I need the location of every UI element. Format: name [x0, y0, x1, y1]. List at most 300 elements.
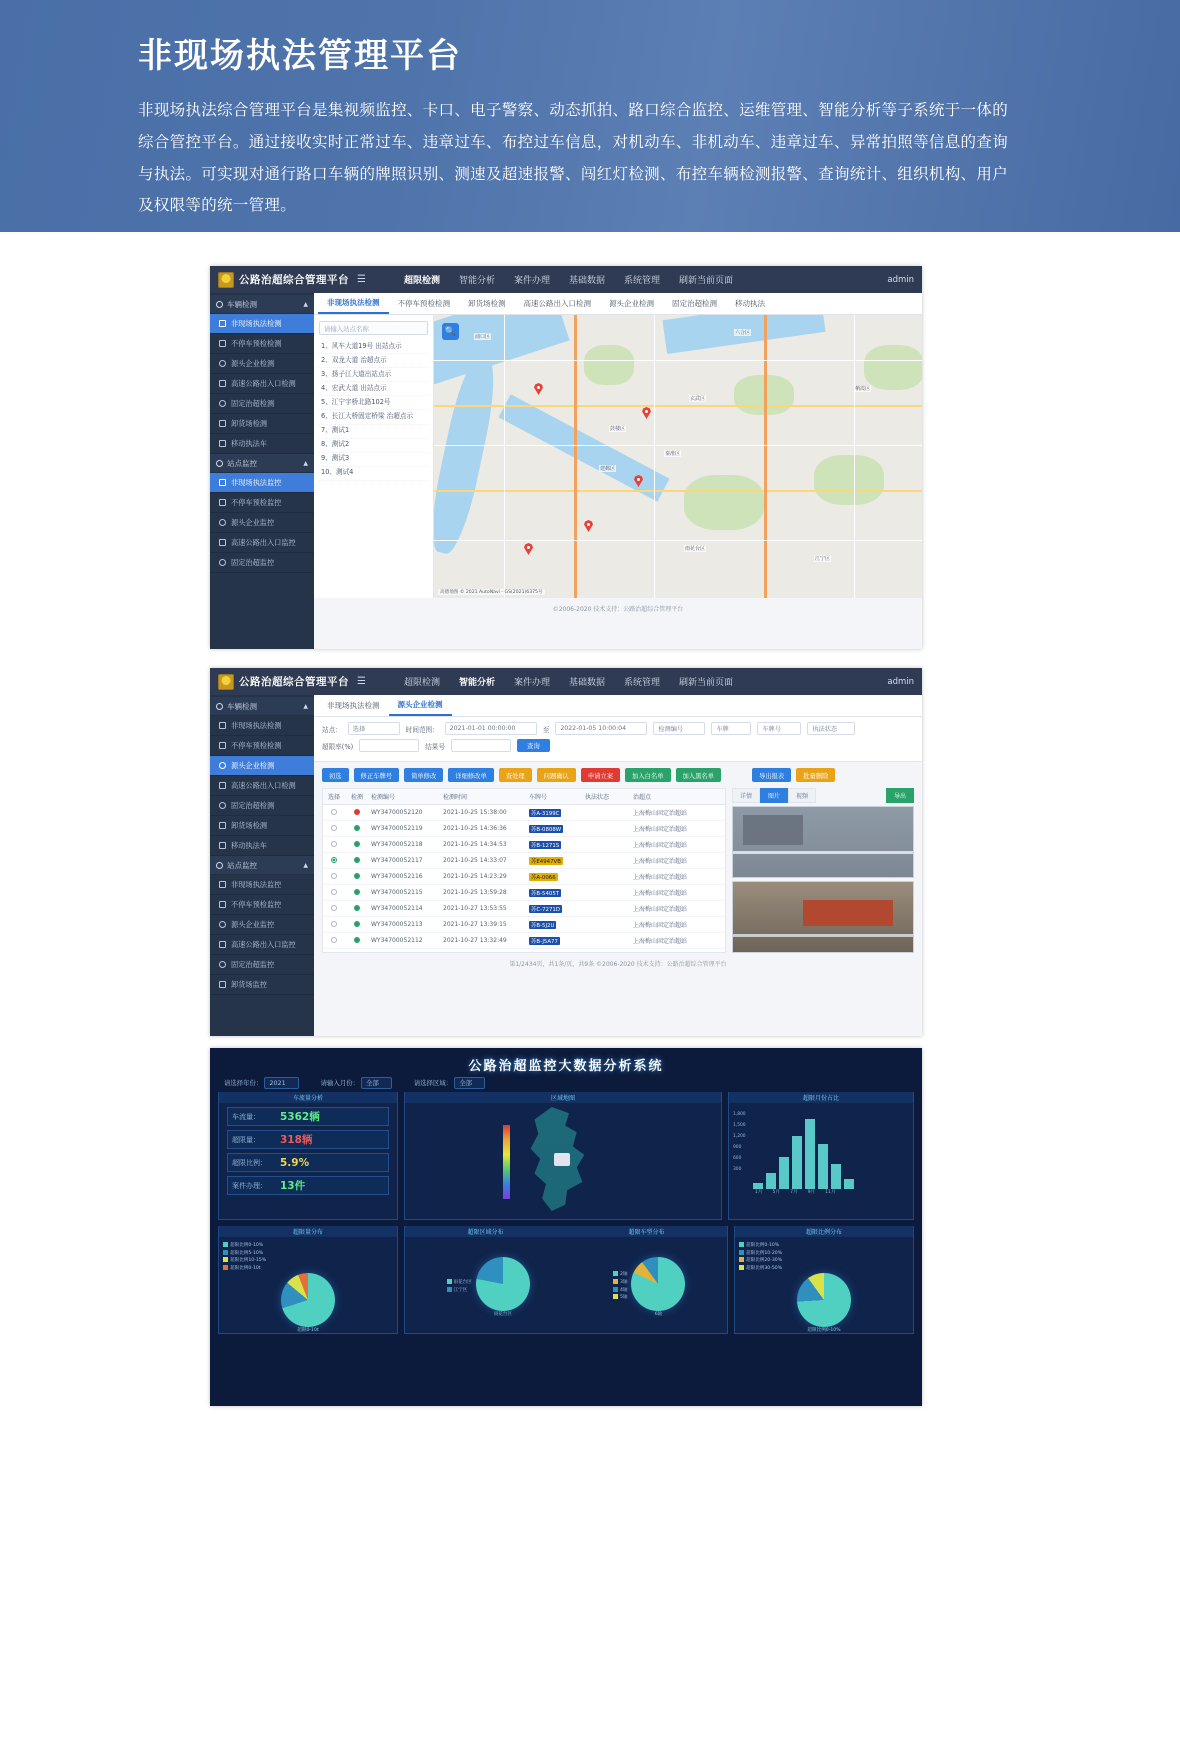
- result-label: 结果号: [425, 742, 445, 751]
- kpi-label: 车流量：: [232, 1112, 260, 1121]
- tab-highway-entrance[interactable]: 高速公路出入口检测: [523, 299, 591, 308]
- vehicle-icon: [216, 301, 223, 308]
- status-dot: [354, 873, 360, 879]
- app-brand: 公路治超综合管理平台: [239, 274, 349, 286]
- screenshot-detection-list-module: [210, 668, 922, 1036]
- sidebar-item-label: 高速公路出入口监控: [231, 939, 296, 949]
- top-menu-item-4[interactable]: 系统管理: [624, 678, 661, 688]
- column-header-select: 选择: [327, 794, 340, 801]
- cell-plate: 苏B-0808W: [531, 826, 562, 833]
- sidebar-item-unload-monitor[interactable]: [210, 975, 314, 995]
- sidebar-item-label: 固定治超监控: [231, 959, 275, 969]
- tab-nonsite-detect[interactable]: 非现场执法检测: [327, 701, 380, 710]
- list-item[interactable]: 5、江宁宇桥北路102号: [319, 396, 428, 410]
- car-input[interactable]: 车牌: [711, 722, 751, 735]
- kpi-row-flow: [227, 1107, 389, 1126]
- page-title: 非现场执法管理平台: [138, 36, 462, 76]
- pie2-legend: [447, 1279, 472, 1294]
- legend-item: 超限比例10-20%: [746, 1250, 783, 1256]
- cell-status: [583, 858, 631, 864]
- action-button-3[interactable]: 详细修改单: [448, 768, 493, 782]
- legend-item: 超限比例5-10%: [230, 1250, 264, 1256]
- cell-status: [583, 890, 631, 896]
- cell-no: WY34700052114: [371, 905, 423, 912]
- cell-status: [583, 842, 631, 848]
- legend-item: 超限比例10-15%: [230, 1258, 267, 1264]
- cell-site: 上海梅山固定治超站: [633, 906, 688, 913]
- cell-time: 2021-10-25 14:23:29: [443, 873, 507, 880]
- sidebar-item-unload-yard[interactable]: [210, 414, 314, 434]
- action-button-5[interactable]: 问题确认: [537, 768, 576, 782]
- sidebar-item-mobile-unit[interactable]: [210, 836, 314, 856]
- sidebar-item-highway-monitor[interactable]: [210, 935, 314, 955]
- row-radio[interactable]: [331, 809, 337, 815]
- sidebar-group-label: 车辆检测: [227, 299, 257, 309]
- x-tick: 9月: [807, 1190, 816, 1195]
- cell-no: WY34700052119: [371, 825, 423, 832]
- warehouse-icon: [219, 981, 226, 988]
- action-button-6[interactable]: 申请立案: [581, 768, 620, 782]
- query-button[interactable]: 查询: [517, 739, 550, 752]
- footer-note: 第1/2434页，共1条/页，共9条 ©2006-2020 技术支持：公路治超综合管理平台: [314, 953, 922, 974]
- sidebar: [210, 293, 314, 649]
- sidebar-item-nonstop-precheck[interactable]: [210, 334, 314, 354]
- list-item[interactable]: 1、风车大道19号 出站点示: [319, 340, 428, 354]
- pie1-legend: [219, 1240, 397, 1275]
- kpi-row-cases: [227, 1176, 389, 1195]
- row-radio[interactable]: [331, 905, 337, 911]
- sidebar-item-fixed-monitor[interactable]: [210, 553, 314, 573]
- legend-item: 超限比例0-10%: [230, 1243, 264, 1248]
- pie3-annotation: 6轴: [654, 1311, 663, 1317]
- row-radio[interactable]: [331, 921, 337, 927]
- sidebar-item-label: 不停车预检检测: [231, 338, 282, 348]
- action-button-2[interactable]: 简单修改: [404, 768, 443, 782]
- top-menu-item-1[interactable]: 智能分析: [458, 678, 495, 688]
- tab-photo[interactable]: 图片: [760, 788, 788, 803]
- detect-no-input[interactable]: 检测编号: [653, 722, 705, 735]
- filter-month-select[interactable]: 全部: [361, 1077, 392, 1089]
- station-icon: [219, 559, 226, 566]
- menu-toggle-icon[interactable]: ☰: [357, 676, 366, 687]
- table-row[interactable]: [323, 837, 725, 853]
- chevron-up-icon: ▲: [303, 459, 308, 467]
- pie1-annotation: 超限0-10t: [297, 1327, 319, 1333]
- list-item[interactable]: 4、宏武大道 出站点示: [319, 382, 428, 396]
- list-item[interactable]: 7、测试1: [319, 425, 428, 439]
- time-to-input[interactable]: 2022-01-05 10:00:04: [555, 722, 647, 735]
- status-dot: [354, 937, 360, 943]
- top-menu-item-0[interactable]: 超限检测: [403, 276, 440, 286]
- map-road: [434, 490, 922, 492]
- time-from-input[interactable]: 2021-01-01 00:00:00: [445, 722, 537, 735]
- action-button-0[interactable]: 初选: [322, 768, 349, 782]
- sidebar-item-nonstop-monitor[interactable]: [210, 493, 314, 513]
- top-menu-item-3[interactable]: 基础数据: [569, 678, 606, 688]
- action-toolbar: [314, 762, 922, 788]
- cell-plate: 苏A-0066: [531, 874, 556, 881]
- top-menu-item-2[interactable]: 案件办理: [514, 678, 551, 688]
- chevron-up-icon: ▲: [303, 861, 308, 869]
- highway-icon: [219, 539, 226, 546]
- list-item[interactable]: 6、长江大桥固定桥梁 治超点示: [319, 410, 428, 424]
- sidebar-item-fixed-station[interactable]: [210, 394, 314, 414]
- filter-bar: [314, 717, 922, 762]
- row-radio[interactable]: [331, 825, 337, 831]
- legend-item: 江宁区: [453, 1287, 468, 1293]
- action-button-8[interactable]: 加入黑名单: [676, 768, 721, 782]
- map-color-legend: [503, 1125, 510, 1199]
- sidebar-item-fixed-station[interactable]: [210, 796, 314, 816]
- sidebar-item-label: 非现场执法检测: [231, 318, 282, 328]
- tab-source-enterprise[interactable]: 源头企业检测: [609, 299, 654, 308]
- sidebar-item-label: 不停车预检检测: [231, 740, 282, 750]
- top-menu: [404, 273, 733, 286]
- panel-region-map[interactable]: [404, 1092, 722, 1220]
- station-icon: [219, 802, 226, 809]
- tab-unload-yard[interactable]: 卸货场检测: [468, 299, 506, 308]
- sidebar-item-source-monitor[interactable]: [210, 915, 314, 935]
- chevron-up-icon: ▲: [303, 300, 308, 308]
- list-item[interactable]: 10、测试4: [319, 467, 428, 481]
- bar: [805, 1119, 815, 1189]
- cell-no: WY34700052113: [371, 921, 423, 928]
- row-radio-selected[interactable]: [331, 857, 337, 863]
- sidebar-item-label: 固定治超检测: [231, 398, 275, 408]
- table-row[interactable]: [323, 805, 725, 821]
- top-menu-item-4[interactable]: 系统管理: [624, 276, 661, 286]
- top-menu-item-5[interactable]: 刷新当前页面: [679, 678, 734, 688]
- table-row[interactable]: [323, 901, 725, 917]
- time-range-label: 时间范围：: [405, 725, 439, 734]
- legend-item: 雨花台区: [453, 1279, 472, 1285]
- status-select[interactable]: 执法状态: [807, 722, 855, 735]
- sidebar-item-highway-entrance[interactable]: [210, 374, 314, 394]
- cell-site: 上海梅山固定治超站: [633, 890, 688, 897]
- table-row[interactable]: [323, 853, 725, 869]
- top-menu-item-3[interactable]: 基础数据: [569, 276, 606, 286]
- cell-site: 上海梅山固定治超站: [633, 874, 688, 881]
- cell-time: 2021-10-27 13:53:55: [443, 905, 507, 912]
- map-road: [434, 360, 922, 361]
- map-label: 江宁区: [815, 556, 831, 562]
- status-dot: [354, 921, 360, 927]
- sidebar-group-station-monitor[interactable]: [210, 454, 314, 473]
- bar: [766, 1173, 776, 1189]
- user-label[interactable]: admin: [887, 676, 914, 687]
- cell-status: [583, 906, 631, 912]
- map-road: [854, 315, 855, 598]
- station-select[interactable]: 选择: [348, 722, 400, 735]
- poi-panel: [314, 315, 434, 598]
- cell-site: 上海梅山固定治超站: [633, 858, 688, 865]
- cell-no: WY34700052116: [371, 873, 423, 880]
- dashboard-filters: [210, 1078, 922, 1092]
- sidebar-item-nonsite-enforcement-detect[interactable]: [210, 314, 314, 334]
- kpi-value: 13件: [280, 1180, 306, 1192]
- sidebar-group-vehicle-detection[interactable]: [210, 697, 314, 716]
- list-item[interactable]: 2、双龙大道 治超点示: [319, 354, 428, 368]
- sidebar-group-label: 站点监控: [227, 458, 257, 468]
- cell-status: [583, 826, 631, 832]
- poi-search-placeholder: 请输入站点名称: [324, 324, 369, 333]
- tab-mobile-unit[interactable]: 移动执法: [735, 299, 765, 308]
- legend-item: 2轴: [619, 1272, 628, 1278]
- sidebar-item-nonsite-monitor[interactable]: [210, 473, 314, 493]
- dashboard-row-2: [210, 1220, 922, 1334]
- sidebar-item-highway-entrance[interactable]: [210, 776, 314, 796]
- action-button-1[interactable]: 修正车牌号: [354, 768, 399, 782]
- map-pin[interactable]: [524, 543, 533, 555]
- bar: [792, 1136, 802, 1189]
- panel-title-map: 区域地图: [405, 1092, 721, 1103]
- map-pin[interactable]: [584, 520, 593, 532]
- tab-fixed-station[interactable]: 固定治超检测: [672, 299, 717, 308]
- app-brand: 公路治超综合管理平台: [239, 676, 349, 688]
- monitor-icon: [216, 460, 223, 467]
- map-label: 栖霞区: [855, 386, 871, 392]
- sidebar-item-nonsite-monitor[interactable]: [210, 875, 314, 895]
- row-radio[interactable]: [331, 937, 337, 943]
- tab-nonstop-precheck[interactable]: 不停车预检检测: [397, 299, 450, 308]
- kpi-value: 318辆: [280, 1134, 313, 1146]
- map-credit: 高德地图 © 2021 AutoNavi - GS(2021)6375号: [440, 590, 543, 595]
- map-canvas[interactable]: [434, 315, 922, 598]
- highway-icon: [219, 941, 226, 948]
- map-park: [864, 345, 922, 390]
- sidebar-item-label: 卸货场监控: [231, 979, 267, 989]
- cell-status: [583, 810, 631, 816]
- panel-overload-ratio-pie: [734, 1226, 914, 1334]
- tab-video[interactable]: 视频: [788, 788, 816, 803]
- filter-area: [414, 1078, 485, 1087]
- cell-no: WY34700052120: [371, 809, 423, 816]
- sidebar-item-label: 源头企业监控: [231, 919, 275, 929]
- truck-icon: [219, 499, 226, 506]
- cell-status: [583, 938, 631, 944]
- poi-search-input[interactable]: [319, 321, 428, 335]
- list-item[interactable]: 3、扬子江大道出站点示: [319, 368, 428, 382]
- cell-time: 2021-10-27 13:32:49: [443, 937, 507, 944]
- sidebar-item-label: 非现场执法监控: [231, 477, 282, 487]
- screenshot-map-module: [210, 266, 922, 649]
- factory-icon: [219, 921, 226, 928]
- bar-chart: [735, 1107, 907, 1189]
- cell-site: 上海梅山固定治超站: [633, 810, 688, 817]
- panel-traffic-kpi: [218, 1092, 398, 1220]
- map-label: 鼓楼区: [610, 426, 626, 432]
- map-road: [654, 315, 655, 598]
- sidebar-item-mobile-unit[interactable]: [210, 434, 314, 454]
- kpi-label: 案件办理：: [232, 1181, 267, 1190]
- sidebar-item-nonsite-enforcement-detect[interactable]: [210, 716, 314, 736]
- table-row[interactable]: [323, 821, 725, 837]
- pie3-legend: [613, 1271, 628, 1302]
- filter-year: [224, 1078, 299, 1087]
- car-icon: [219, 440, 226, 447]
- result-input[interactable]: [451, 739, 511, 752]
- capture-photo-2[interactable]: [732, 881, 914, 953]
- action-button-10[interactable]: 批量删除: [796, 768, 835, 782]
- column-header-site: 治超点: [633, 794, 652, 801]
- filter-area-label: 请选择区域：: [413, 1079, 453, 1087]
- sidebar-item-source-monitor[interactable]: [210, 513, 314, 533]
- filter-year-label: 请选择年份：: [224, 1079, 263, 1087]
- panel-monthly-bars: [728, 1092, 914, 1220]
- filter-month-label: 请输入月份：: [320, 1079, 359, 1087]
- map-highway: [574, 315, 577, 598]
- table-row[interactable]: [323, 885, 725, 901]
- image-tab-strip: [732, 788, 914, 803]
- row-radio[interactable]: [331, 889, 337, 895]
- panel-title-pie2: 超限区域分布: [467, 1229, 504, 1236]
- top-menu-item-1[interactable]: 智能分析: [458, 276, 495, 286]
- sidebar-item-nonstop-precheck[interactable]: [210, 736, 314, 756]
- map-river: [434, 353, 502, 557]
- top-menu: [404, 675, 733, 688]
- cell-plate: 苏C-7271D: [531, 906, 560, 913]
- cell-status: [583, 874, 631, 880]
- panel-title-pie4: 超限比例分布: [735, 1226, 913, 1237]
- bar: [831, 1164, 841, 1189]
- cell-no: WY34700052115: [371, 889, 423, 896]
- map-label: 雨花台区: [685, 546, 706, 552]
- sidebar-group-station-monitor[interactable]: [210, 856, 314, 875]
- map-road: [434, 540, 922, 541]
- search-icon[interactable]: 🔍: [442, 323, 459, 340]
- sidebar-group-vehicle-detection[interactable]: [210, 295, 314, 314]
- table-row[interactable]: [323, 933, 725, 949]
- map-label: 浦口区: [475, 334, 491, 340]
- station-icon: [219, 961, 226, 968]
- kpi-row-ratio: [227, 1153, 389, 1172]
- poi-list: [319, 340, 428, 481]
- sidebar-group-label: 站点监控: [227, 860, 257, 870]
- truck-icon: [219, 340, 226, 347]
- capture-photo-1[interactable]: [732, 806, 914, 878]
- sidebar-item-highway-monitor[interactable]: [210, 533, 314, 553]
- tab-nonsite-detect[interactable]: 非现场执法检测: [318, 293, 389, 314]
- column-header-no: 检测编号: [371, 794, 396, 801]
- dashboard: [210, 1048, 922, 1406]
- action-button-4[interactable]: 查处理: [499, 768, 532, 782]
- bar-x-axis: [735, 1189, 907, 1195]
- export-button[interactable]: 导出: [886, 788, 914, 803]
- cell-no: WY34700052118: [371, 841, 423, 848]
- column-header-detect: 检测: [350, 794, 363, 801]
- action-button-7[interactable]: 加入白名单: [625, 768, 670, 782]
- row-radio[interactable]: [331, 873, 337, 879]
- image-panel: [732, 788, 914, 953]
- legend-item: 4轴: [619, 1287, 628, 1293]
- cell-time: 2021-10-25 14:33:07: [443, 857, 507, 864]
- sidebar-item-label: 高速公路出入口检测: [231, 780, 296, 790]
- table-row[interactable]: [323, 869, 725, 885]
- vehicle-icon: [216, 703, 223, 710]
- status-dot: [354, 889, 360, 895]
- sidebar-item-label: 非现场执法监控: [231, 879, 282, 889]
- sidebar-group-label: 车辆检测: [227, 701, 257, 711]
- list-item[interactable]: 9、测试3: [319, 453, 428, 467]
- sidebar-item-label: 卸货场检测: [231, 820, 267, 830]
- panel-title-pie3: 超限车型分布: [628, 1229, 665, 1236]
- tab-source-enterprise[interactable]: 源头企业检测: [389, 695, 452, 716]
- pie4-legend: [735, 1240, 913, 1275]
- monitor-icon: [216, 862, 223, 869]
- cell-time: 2021-10-25 14:34:53: [443, 841, 507, 848]
- map-pin[interactable]: [534, 383, 543, 395]
- filter-year-select[interactable]: 2021: [264, 1077, 298, 1089]
- legend-item: 超限比例20-30%: [746, 1258, 783, 1264]
- kpi-value: 5.9%: [280, 1156, 310, 1169]
- sidebar-item-label: 移动执法车: [231, 840, 267, 850]
- factory-icon: [219, 360, 226, 367]
- over-rate-input[interactable]: [359, 739, 419, 752]
- column-header-status: 执法状态: [585, 794, 610, 801]
- map-road: [434, 405, 922, 407]
- sidebar-item-source-enterprise[interactable]: [210, 756, 314, 776]
- sidebar-item-unload-yard[interactable]: [210, 816, 314, 836]
- pie2-annotation: 雨花台区: [493, 1311, 513, 1317]
- panel-title-traffic: 车流量分析: [219, 1092, 397, 1103]
- panel-overload-volume-pie: [218, 1226, 398, 1334]
- legend-item: 超限比例30-50%: [746, 1265, 783, 1271]
- cell-time: 2021-10-25 15:38:00: [443, 809, 507, 816]
- user-label[interactable]: admin: [887, 274, 914, 285]
- filter-area-select[interactable]: 全部: [454, 1077, 485, 1089]
- column-header-time: 检测时间: [443, 794, 468, 801]
- action-button-9[interactable]: 导出报表: [752, 768, 791, 782]
- status-dot: [354, 825, 360, 831]
- camera-icon: [219, 320, 226, 327]
- cell-plate: 苏B-1271S: [531, 842, 560, 849]
- sidebar-item-source-enterprise[interactable]: [210, 354, 314, 374]
- region-map-shape[interactable]: [510, 1107, 606, 1211]
- top-menu-item-2[interactable]: 案件办理: [514, 276, 551, 286]
- emblem-icon: [218, 674, 234, 690]
- sidebar-item-fixed-monitor[interactable]: [210, 955, 314, 975]
- map-label: 玄武区: [690, 396, 706, 402]
- main-content-map: [314, 293, 922, 649]
- kpi-row-overload: [227, 1130, 389, 1149]
- pie-chart-3: [631, 1257, 685, 1311]
- factory-icon: [219, 519, 226, 526]
- plate-input[interactable]: 车牌号: [757, 722, 801, 735]
- dashboard-title: 公路治超监控大数据分析系统: [468, 1059, 664, 1074]
- map-label: 秦淮区: [665, 451, 681, 457]
- sidebar: [210, 695, 314, 1036]
- sidebar-item-label: 固定治超监控: [231, 557, 275, 567]
- map-pin[interactable]: [642, 407, 651, 419]
- sidebar-item-label: 不停车预检监控: [231, 497, 282, 507]
- table-row[interactable]: [323, 917, 725, 933]
- sidebar-item-nonstop-monitor[interactable]: [210, 895, 314, 915]
- list-item[interactable]: 8、测试2: [319, 439, 428, 453]
- truck-icon: [219, 901, 226, 908]
- menu-toggle-icon[interactable]: ☰: [357, 274, 366, 285]
- tab-detail[interactable]: 详情: [732, 788, 760, 803]
- cell-site: 上海梅山固定治超站: [633, 922, 688, 929]
- cell-site: 上海梅山固定治超站: [633, 826, 688, 833]
- panel-region-pies: [404, 1226, 728, 1334]
- legend-item: 超限比例0-10%: [746, 1243, 780, 1248]
- column-header-plate: 车牌号: [529, 794, 548, 801]
- map-label: 六合区: [735, 330, 751, 336]
- row-radio[interactable]: [331, 841, 337, 847]
- top-menu-item-0[interactable]: 超限检测: [403, 678, 440, 688]
- top-menu-item-5[interactable]: 刷新当前页面: [679, 276, 734, 286]
- time-sep: 至: [542, 725, 550, 734]
